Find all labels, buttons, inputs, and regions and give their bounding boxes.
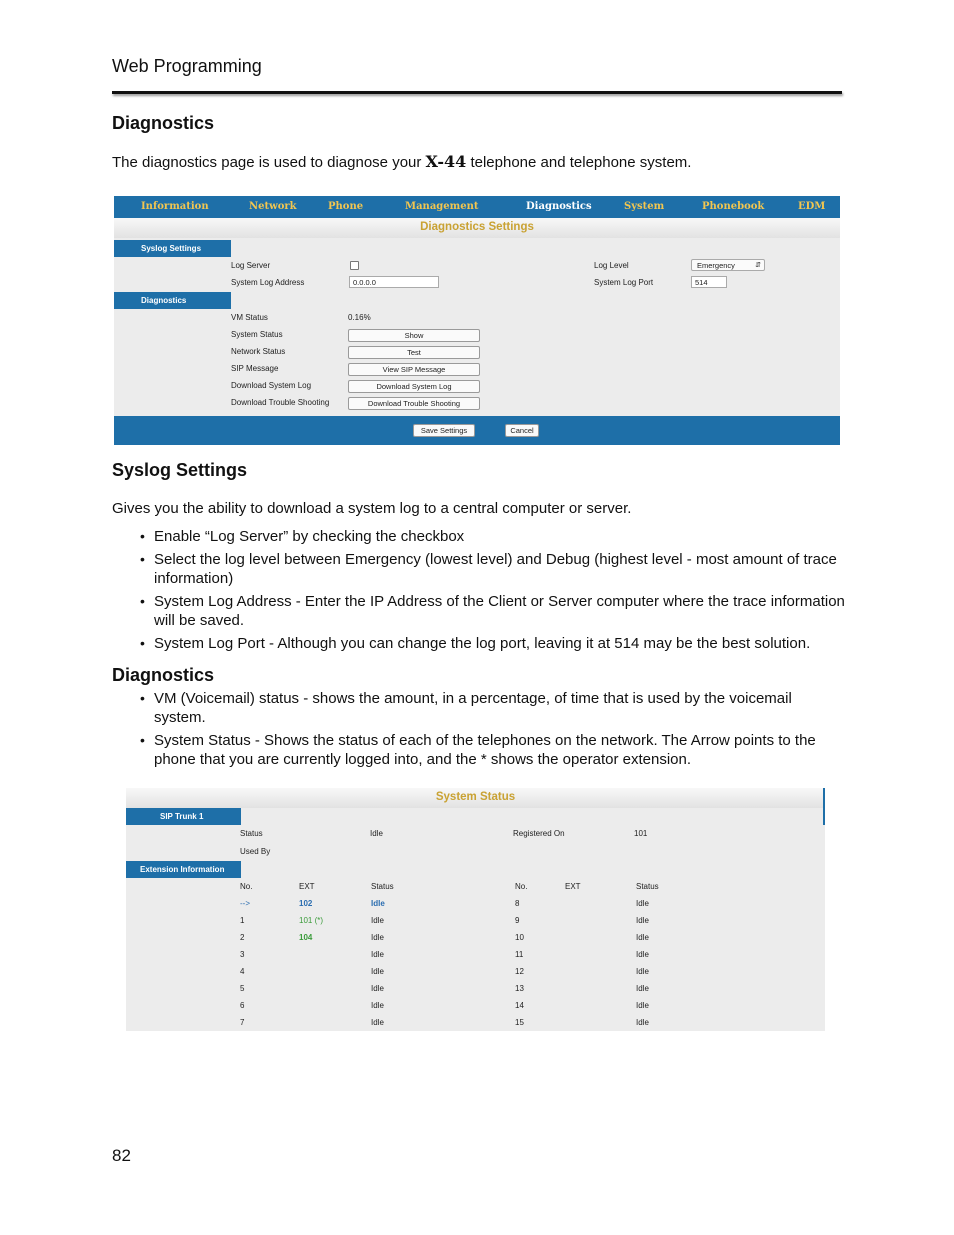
- syslog-settings-tab: Syslog Settings: [114, 240, 231, 257]
- download-trouble-shooting-label: Download Trouble Shooting: [231, 398, 330, 407]
- no-cell: 5: [240, 984, 245, 993]
- status-cell: Idle: [636, 984, 649, 993]
- no-cell: 12: [515, 967, 524, 976]
- status-cell: Idle: [371, 1001, 384, 1010]
- no-cell: 7: [240, 1018, 245, 1027]
- panel-edge: [823, 788, 825, 825]
- footer-bar: [114, 416, 840, 445]
- no-cell: 13: [515, 984, 524, 993]
- syslog-bullet-list: [112, 527, 847, 657]
- status-cell: Idle: [371, 967, 384, 976]
- no-cell: 15: [515, 1018, 524, 1027]
- no-cell: 8: [515, 899, 520, 908]
- status-cell: Idle: [371, 1018, 384, 1027]
- diagnostics-settings-screenshot: [114, 196, 840, 445]
- status-cell: Idle: [636, 899, 649, 908]
- no-cell: 11: [515, 950, 524, 959]
- brand-name: X-44: [425, 152, 467, 171]
- list-item: • Select the log level between Emergency (lowest level) and Debug (highest level - most amount of trace information): [112, 550, 847, 588]
- select-arrows-icon: ⇵: [755, 262, 761, 269]
- log-level-label: Log Level: [594, 261, 629, 270]
- header-rule: [112, 91, 842, 94]
- syslog-settings-heading: Syslog Settings: [112, 460, 248, 480]
- view-sip-message-button[interactable]: View SIP Message: [348, 363, 480, 376]
- sip-trunk-tab: SIP Trunk 1: [126, 808, 241, 825]
- system-log-port-input[interactable]: 514: [691, 276, 727, 288]
- list-item: • System Log Address - Enter the IP Address of the Client or Server computer where the trace information will be saved.: [112, 592, 847, 630]
- log-level-value: Emergency: [697, 261, 735, 270]
- network-status-label: Network Status: [231, 347, 286, 356]
- no-cell: 3: [240, 950, 245, 959]
- ext-cell: 104: [299, 933, 313, 942]
- system-log-address-label: System Log Address: [231, 278, 305, 287]
- col-header-status-right: Status: [636, 882, 659, 891]
- status-cell: Idle: [371, 933, 384, 942]
- status-cell: Idle: [636, 950, 649, 959]
- nav-phone[interactable]: Phone: [328, 201, 364, 212]
- no-cell: 14: [515, 1001, 524, 1010]
- col-header-no-right: No.: [515, 882, 528, 891]
- nav-phonebook[interactable]: Phonebook: [702, 201, 765, 212]
- nav-information[interactable]: Information: [141, 201, 209, 212]
- system-log-address-input[interactable]: 0.0.0.0: [349, 276, 439, 288]
- download-system-log-button[interactable]: Download System Log: [348, 380, 480, 393]
- vm-status-label: VM Status: [231, 313, 268, 322]
- panel-title: System Status: [435, 791, 516, 803]
- test-button[interactable]: Test: [348, 346, 480, 359]
- col-header-ext-right: EXT: [565, 882, 581, 891]
- col-header-no: No.: [240, 882, 253, 891]
- no-cell: 1: [240, 916, 245, 925]
- list-item: • VM (Voicemail) status - shows the amount, in a percentage, of time that is used by the voicemail system.: [112, 689, 847, 727]
- nav-network[interactable]: Network: [249, 201, 297, 212]
- nav-bar: [114, 196, 840, 218]
- log-level-select[interactable]: [691, 259, 765, 271]
- diagnostics-bullet-list: [112, 689, 847, 773]
- diagnostics-heading: Diagnostics: [112, 113, 215, 133]
- status-cell: Idle: [636, 967, 649, 976]
- registered-on-value: 101: [634, 829, 648, 838]
- no-cell: 6: [240, 1001, 245, 1010]
- download-system-log-label: Download System Log: [231, 381, 312, 390]
- status-cell: Idle: [636, 933, 649, 942]
- download-trouble-shooting-button[interactable]: Download Trouble Shooting: [348, 397, 480, 410]
- list-item: • System Status - Shows the status of each of the telephones on the network. The Arrow points to the phone that you are currently logged into, and the * shows the operator extension.: [112, 731, 847, 769]
- no-cell: 9: [515, 916, 520, 925]
- panel-title-band: [114, 218, 840, 238]
- nav-system[interactable]: System: [624, 201, 665, 212]
- panel-title-band: [126, 788, 825, 808]
- col-header-status: Status: [371, 882, 394, 891]
- ext-cell: 101 (*): [299, 916, 324, 925]
- status-cell: Idle: [636, 1018, 649, 1027]
- nav-diagnostics[interactable]: Diagnostics: [526, 201, 592, 212]
- show-button[interactable]: Show: [348, 329, 480, 342]
- used-by-label: Used By: [240, 847, 271, 856]
- diagnostics-intro: [112, 152, 691, 172]
- current-phone-arrow-icon: -->: [240, 899, 250, 908]
- list-item: • System Log Port - Although you can change the log port, leaving it at 514 may be the best solution.: [112, 634, 847, 653]
- log-server-checkbox[interactable]: [350, 261, 359, 270]
- status-cell: Idle: [371, 950, 384, 959]
- system-status-screenshot: [126, 788, 825, 1031]
- status-cell: Idle: [371, 916, 384, 925]
- page-header-title: Web Programming: [112, 56, 262, 76]
- intro-text-after: telephone and telephone system.: [466, 154, 692, 171]
- log-server-label: Log Server: [231, 261, 271, 270]
- ext-cell: 102: [299, 899, 313, 908]
- no-cell: 4: [240, 967, 245, 976]
- col-header-ext: EXT: [299, 882, 315, 891]
- status-value: Idle: [370, 829, 383, 838]
- no-cell: 2: [240, 933, 245, 942]
- diagnostics-tab: Diagnostics: [114, 292, 231, 309]
- nav-edm[interactable]: EDM: [798, 201, 826, 212]
- diagnostics-heading-2: Diagnostics: [112, 665, 215, 685]
- page-number: 82: [112, 1146, 131, 1165]
- status-cell: Idle: [636, 1001, 649, 1010]
- save-settings-button[interactable]: Save Settings: [413, 424, 475, 437]
- status-cell: Idle: [371, 984, 384, 993]
- sip-message-label: SIP Message: [231, 364, 279, 373]
- registered-on-label: Registered On: [513, 829, 565, 838]
- cancel-button[interactable]: Cancel: [505, 424, 539, 437]
- syslog-intro: Gives you the ability to download a system log to a central computer or server.: [112, 500, 632, 517]
- vm-status-value: 0.16%: [348, 313, 371, 322]
- intro-text-before: The diagnostics page is used to diagnose your: [112, 154, 426, 171]
- status-label: Status: [240, 829, 263, 838]
- system-log-port-label: System Log Port: [594, 278, 654, 287]
- system-status-label: System Status: [231, 330, 283, 339]
- list-item: • Enable “Log Server” by checking the checkbox: [112, 527, 847, 546]
- panel-title: Diagnostics Settings: [420, 221, 534, 233]
- status-cell: Idle: [636, 916, 649, 925]
- no-cell: 10: [515, 933, 524, 942]
- extension-information-tab: Extension Information: [126, 861, 241, 878]
- status-cell: Idle: [371, 899, 385, 908]
- nav-management[interactable]: Management: [405, 201, 479, 212]
